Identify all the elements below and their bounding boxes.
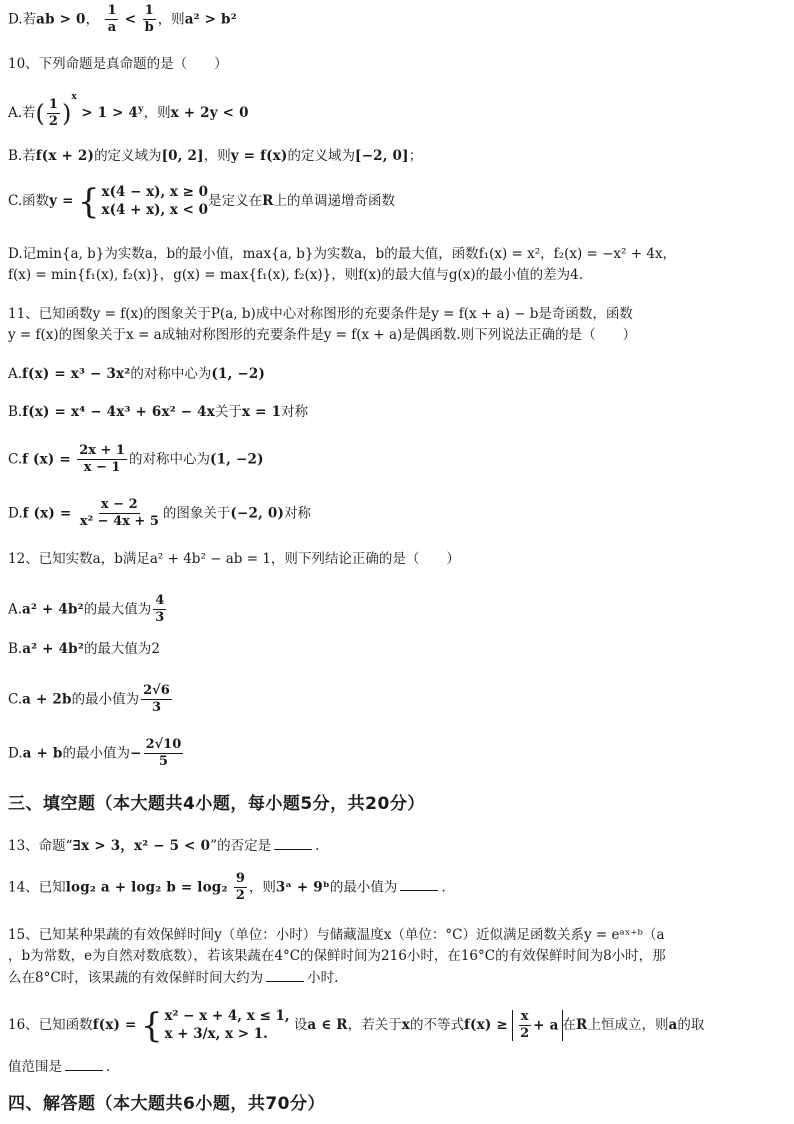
q10-option-b (8, 148, 784, 165)
q10-b-t4: ； (408, 148, 423, 164)
q16-m3: x (401, 1017, 410, 1034)
q10-a-frac-num: 1 (47, 98, 60, 114)
q12-stem: 12、已知实数a，b满足a² + 4b² − ab = 1，则下列结论正确的是（ ） (8, 551, 460, 567)
q9-d-frac2 (143, 4, 156, 36)
q9-d-prefix: D.若 (8, 11, 37, 28)
q14 (8, 872, 784, 904)
q11-d-frac (78, 498, 161, 530)
q16-abs-rest: + a (533, 1017, 559, 1034)
q14-expr: 3ᵃ + 9ᵇ (275, 879, 330, 896)
q10-c-t1: 是定义在 (208, 193, 263, 210)
q10-option-d-line2: f(x) = min{f₁(x), f₂(x)}，g(x) = max{f₁(x), f₂(x)}，则f(x)的最大值与g(x)的最小值的差为4. (8, 267, 584, 283)
q16-m5: R (576, 1017, 588, 1034)
q9-d-sep: ， (85, 11, 100, 28)
q13-t1: 13、命题“ (8, 838, 73, 854)
q9-d-conclusion: a² > b² (184, 11, 237, 28)
q10-c-row1: x(4 − x), x ≥ 0 (101, 184, 209, 200)
q10-c-prefix: C.函数 (8, 193, 50, 210)
q10-b-t1: 的定义域为 (94, 148, 162, 164)
q12-c-frac-num: 2√6 (141, 684, 172, 700)
q12-a-t: 的最大值为 (83, 601, 152, 618)
q9-d-then: ，则 (157, 11, 185, 28)
q11-b-prefix: B. (8, 404, 23, 420)
q10-option-c (8, 181, 784, 222)
q10-option-d-line1: D.记min{a, b}为实数a，b的最小值，max{a, b}为实数a，b的最大值，函数f₁(x) = x²，f₂(x) = −x² + 4x， (8, 246, 677, 262)
q16-m6: a (668, 1017, 678, 1034)
q12-d-prefix: D. (8, 745, 23, 762)
q16-m4: f(x) ≥ (463, 1017, 508, 1034)
q10-b-m3: y = f(x) (230, 148, 288, 164)
q16-abs-frac-den: 2 (520, 1026, 530, 1042)
q14-t2: ，则 (248, 879, 276, 896)
q9-d-lt: < (124, 11, 137, 28)
q16-t7: 的取 (677, 1017, 705, 1034)
q16-l2-end: . (106, 1059, 111, 1075)
q12-d-frac-den: 5 (158, 754, 168, 770)
q14-frac-den: 2 (235, 888, 245, 904)
q9-d-frac1-num: 1 (105, 4, 118, 20)
q16-brace: { (140, 1005, 163, 1046)
q11-stem-line2: y = f(x)的图象关于x = a成轴对称图形的充要条件是y = f(x + a)是偶函数.则下列说法正确的是（ ） (8, 327, 637, 343)
q10-c-row2: x(4 + x), x < 0 (101, 201, 209, 218)
q16-func: f(x) = (92, 1017, 137, 1034)
q11-option-a (8, 366, 784, 383)
q11-b-axis: x = 1 (242, 404, 282, 420)
q14-frac-num: 9 (234, 872, 247, 888)
q11-c-t: 的对称中心为 (128, 451, 210, 468)
q10-b-prefix: B.若 (8, 148, 36, 164)
q16-line2 (8, 1058, 784, 1076)
q11-option-c (8, 444, 784, 476)
q13-answer-blank[interactable] (274, 837, 312, 850)
q13 (8, 837, 784, 855)
q16-m2: a ∈ R (307, 1017, 348, 1034)
q12-c-frac-den: 3 (151, 700, 161, 716)
q9-d-frac1-den: a (107, 20, 117, 36)
q10-a-frac (47, 98, 60, 130)
q11-d-point: (−2, 0) (230, 505, 285, 522)
q12-a-frac-den: 3 (155, 610, 165, 626)
q11-c-point: (1, −2) (209, 451, 264, 468)
q10-stem: 10、下列命题是真命题的是（ ） (8, 56, 228, 72)
q10-c-piecewise (77, 181, 209, 222)
q11-d-prefix: D. (8, 505, 23, 522)
q16-t1: 16、已知函数 (8, 1017, 93, 1034)
q10-c-R: R (262, 193, 274, 210)
q11-c-frac-den: x − 1 (83, 460, 121, 476)
q9-d-frac2-num: 1 (143, 4, 156, 20)
q13-t2: ”的否定是 (210, 838, 272, 854)
q11-c-frac-num: 2x + 1 (77, 444, 127, 460)
q10-a-frac-den: 2 (48, 114, 58, 129)
q12-a-frac-num: 4 (153, 594, 166, 610)
q14-log-eq: log₂ a + log₂ b = log₂ (65, 879, 228, 896)
q16-abs-frac-num: x (519, 1010, 531, 1026)
q16-piecewise (140, 1005, 290, 1046)
q12-c-t: 的最小值为 (71, 691, 140, 708)
q11-d-func: f (x) = (22, 505, 72, 522)
q11-a-point: (1, −2) (211, 366, 266, 382)
q10-a-rparen: ) (61, 99, 72, 128)
q11-stem-line1: 11、已知函数y = f(x)的图象关于P(a, b)成中心对称图形的充要条件是y = f(x + a) − b是奇函数，函数 (8, 306, 633, 322)
q13-proposition: ∃x > 3，x² − 5 < 0 (72, 838, 211, 854)
q12-option-d (8, 738, 784, 770)
q12-b-expr: a² + 4b² (22, 641, 84, 657)
q12-b-prefix: B. (8, 641, 23, 657)
q16-line1 (8, 1005, 784, 1046)
q10-a-then: ，则 (143, 105, 171, 121)
q11-a-func: f(x) = x³ − 3x² (22, 366, 131, 382)
q10-a-lparen: ( (35, 99, 45, 128)
q10-b-m2: [0, 2] (161, 148, 204, 164)
q12-b-t: 的最大值为2 (83, 641, 161, 657)
q15-l3a: 么在8°C时，该果蔬的有效保鲜时间大约为 (8, 970, 264, 986)
q10-a-conclusion: x + 2y < 0 (170, 105, 249, 121)
q16-row1: x² − x + 4, x ≤ 1, (164, 1008, 290, 1024)
q12-d-neg: − (130, 745, 142, 762)
q14-t1: 14、已知 (8, 879, 66, 896)
q11-d-t2: 对称 (284, 505, 312, 522)
q10-a-prefix: A.若 (8, 105, 36, 121)
q10-b-m4: [−2, 0] (355, 148, 409, 164)
q10-option-a (8, 92, 784, 129)
q15-l3b: 小时. (307, 970, 339, 986)
q16-t3: ，若关于 (347, 1017, 402, 1034)
q10-a-exp: x (71, 92, 77, 102)
q16-answer-blank[interactable] (65, 1058, 103, 1071)
q10-a-exp2: y (138, 104, 144, 115)
q16-t4: 的不等式 (409, 1017, 464, 1034)
q12-d-expr: a + b (22, 745, 63, 762)
q9-d-frac2-den: b (144, 20, 154, 36)
q11-d-t: 的图象关于 (162, 505, 231, 522)
q11-b-func: f(x) = x⁴ − 4x³ + 6x² − 4x (22, 404, 216, 420)
q16-abs (512, 1010, 562, 1042)
q10-c-brace: { (77, 181, 100, 222)
q15-line3 (8, 969, 784, 987)
q14-frac (234, 872, 247, 904)
q10-b-t3: 的定义域为 (287, 148, 356, 164)
q12-a-prefix: A. (8, 601, 23, 618)
q11-option-d (8, 498, 784, 530)
q16-t2: 设 (293, 1017, 308, 1034)
q12-a-expr: a² + 4b² (22, 601, 84, 618)
q14-t3: 的最小值为 (329, 879, 398, 896)
q12-option-b (8, 641, 784, 658)
q9-d-cond1: ab > 0 (36, 11, 86, 28)
q12-a-frac (153, 594, 166, 626)
q11-c-prefix: C. (8, 451, 23, 468)
section-3-title: 三、填空题（本大题共4小题，每小题5分，共20分） (8, 794, 425, 814)
q16-l2: 值范围是 (8, 1059, 62, 1075)
q12-c-frac (141, 684, 172, 716)
q10-c-t2: 上的单调递增奇函数 (273, 193, 395, 210)
q11-c-func: f (x) = (22, 451, 71, 468)
q16-t5: 在 (562, 1017, 577, 1034)
q15-line2: ，b为常数，e为自然对数底数），若该果蔬在4°C的保鲜时间为216小时，在16°C的有效保鲜时间为8小时，那 (8, 948, 666, 964)
q13-t3: . (315, 838, 320, 854)
q9-d-frac1 (105, 4, 118, 36)
q14-t4: . (441, 879, 446, 896)
q15-line1: 15、已知某种果蔬的有效保鲜时间y（单位：小时）与储藏温度x（单位：°C）近似满足函数关系y = eᵃˣ⁺ᵇ（a (8, 927, 665, 943)
q11-b-t2: 对称 (281, 404, 309, 420)
q15-answer-blank[interactable] (266, 969, 304, 982)
q12-option-c (8, 684, 784, 716)
q12-option-a (8, 594, 784, 626)
q16-row2: x + 3/x, x > 1. (164, 1025, 268, 1042)
q11-option-b (8, 404, 784, 421)
q10-a-ineq: > 1 > 4 (81, 105, 139, 121)
q11-b-t: 关于 (215, 404, 243, 420)
q9-option-d (8, 4, 784, 36)
q12-d-frac-num: 2√10 (144, 738, 184, 754)
q14-answer-blank[interactable] (400, 878, 438, 891)
q10-b-m1: f(x + 2) (35, 148, 95, 164)
q10-c-y: y = (49, 193, 74, 210)
q16-t6: 上恒成立，则 (587, 1017, 669, 1034)
q10-b-t2: ，则 (203, 148, 231, 164)
q12-d-t: 的最小值为 (62, 745, 131, 762)
q11-d-frac-den: x² − 4x + 5 (79, 514, 159, 530)
section-4-title: 四、解答题（本大题共6小题，共70分） (8, 1094, 325, 1114)
q12-c-prefix: C. (8, 691, 23, 708)
q12-d-frac (144, 738, 184, 770)
q11-a-prefix: A. (8, 366, 23, 382)
q11-c-frac (77, 444, 127, 476)
q11-d-frac-num: x − 2 (99, 498, 140, 514)
q11-a-t: 的对称中心为 (130, 366, 212, 382)
q12-c-expr: a + 2b (22, 691, 72, 708)
